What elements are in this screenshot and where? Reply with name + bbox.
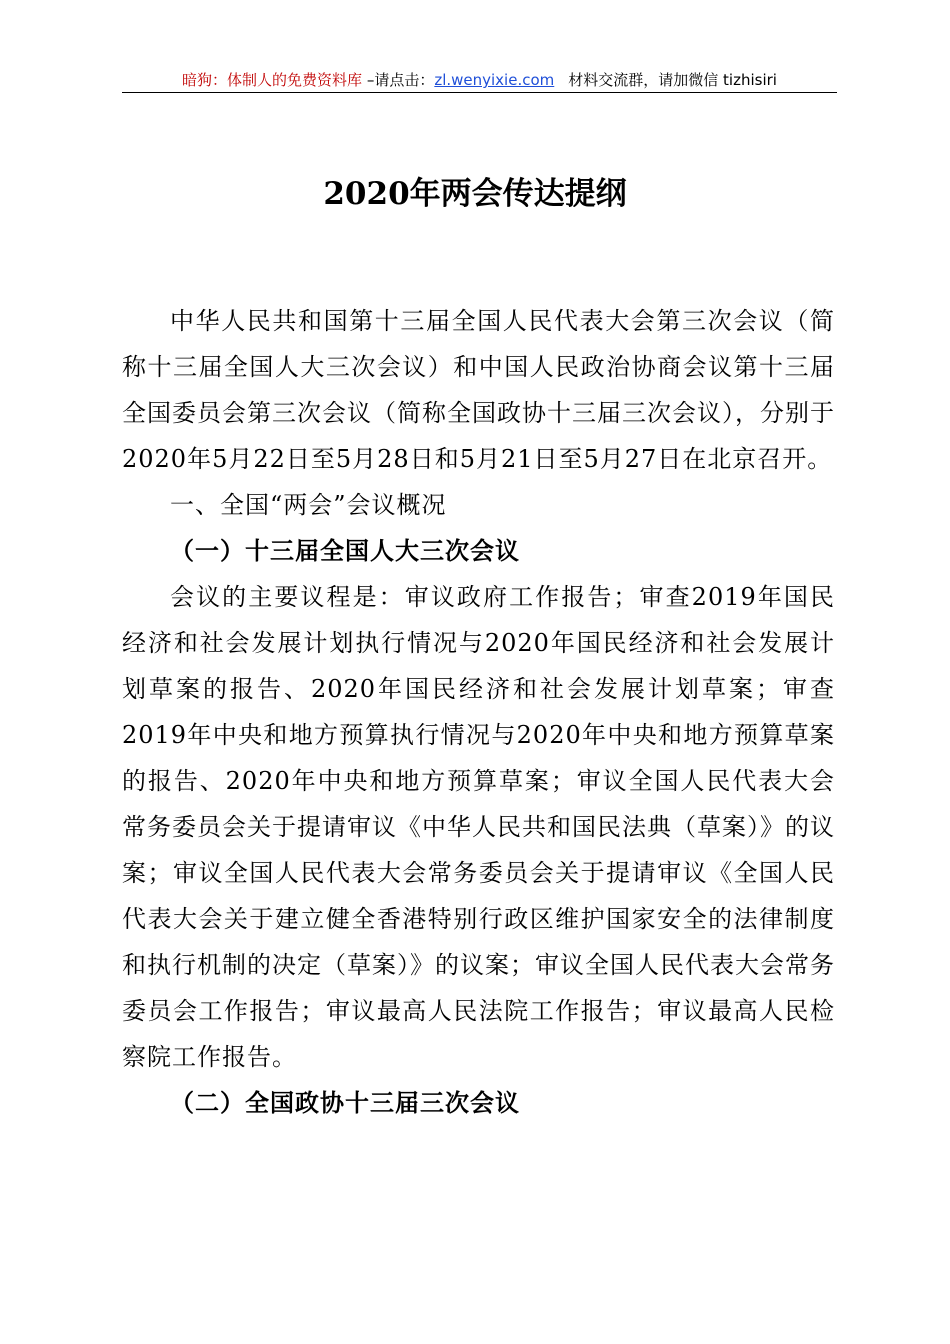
subsection-heading-2: （二）全国政协十三届三次会议 <box>170 1088 520 1117</box>
intro-paragraph: 中华人民共和国第十三届全国人民代表大会第三次会议（简称十三届全国人大三次会议）和中国人民政治协商会议第十三届全国委员会第三次会议（简称全国政协十三届三次会议），分别于2020年5月22日至5月28日和5月21日至5月27日在北京召开。 <box>122 307 835 473</box>
subsection-heading-1: （一）十三届全国人大三次会议 <box>170 536 520 565</box>
header-click-prompt: –请点击： <box>362 71 435 89</box>
document-title: 2020年两会传达提纲 <box>323 176 627 212</box>
subsection-1-paragraph: 会议的主要议程是：审议政府工作报告；审查2019年国民经济和社会发展计划执行情况与2020年国民经济和社会发展计划草案的报告、2020年国民经济和社会发展计划草案；审查2019年中央和地方预算执行情况与2020年中央和地方预算草案的报告、2020年中央和地方预算草案；审议全国人民代表大会常务委员会关于提请审议《中华人民共和国民法典（草案）》的议案；审议全国人民代表大会常务委员会关于提请审议《全国人民代表大会关于建立健全香港特别行政区维护国家安全的法律制度和执行机制的决定（草案）》的议案；审议全国人民代表大会常务委员会工作报告；审议最高人民法院工作报告；审议最高人民检察院工作报告。 <box>122 583 835 1071</box>
header-group-info: 材料交流群，请加微信 tizhisiri <box>568 71 777 89</box>
page-header <box>122 68 837 93</box>
header-url-link[interactable]: zl.wenyixie.com <box>434 71 555 89</box>
section-heading-1: 一、全国“两会”会议概况 <box>170 491 447 519</box>
document-body <box>122 298 835 1126</box>
header-brand: 暗狗：体制人的免费资料库 <box>182 71 363 89</box>
